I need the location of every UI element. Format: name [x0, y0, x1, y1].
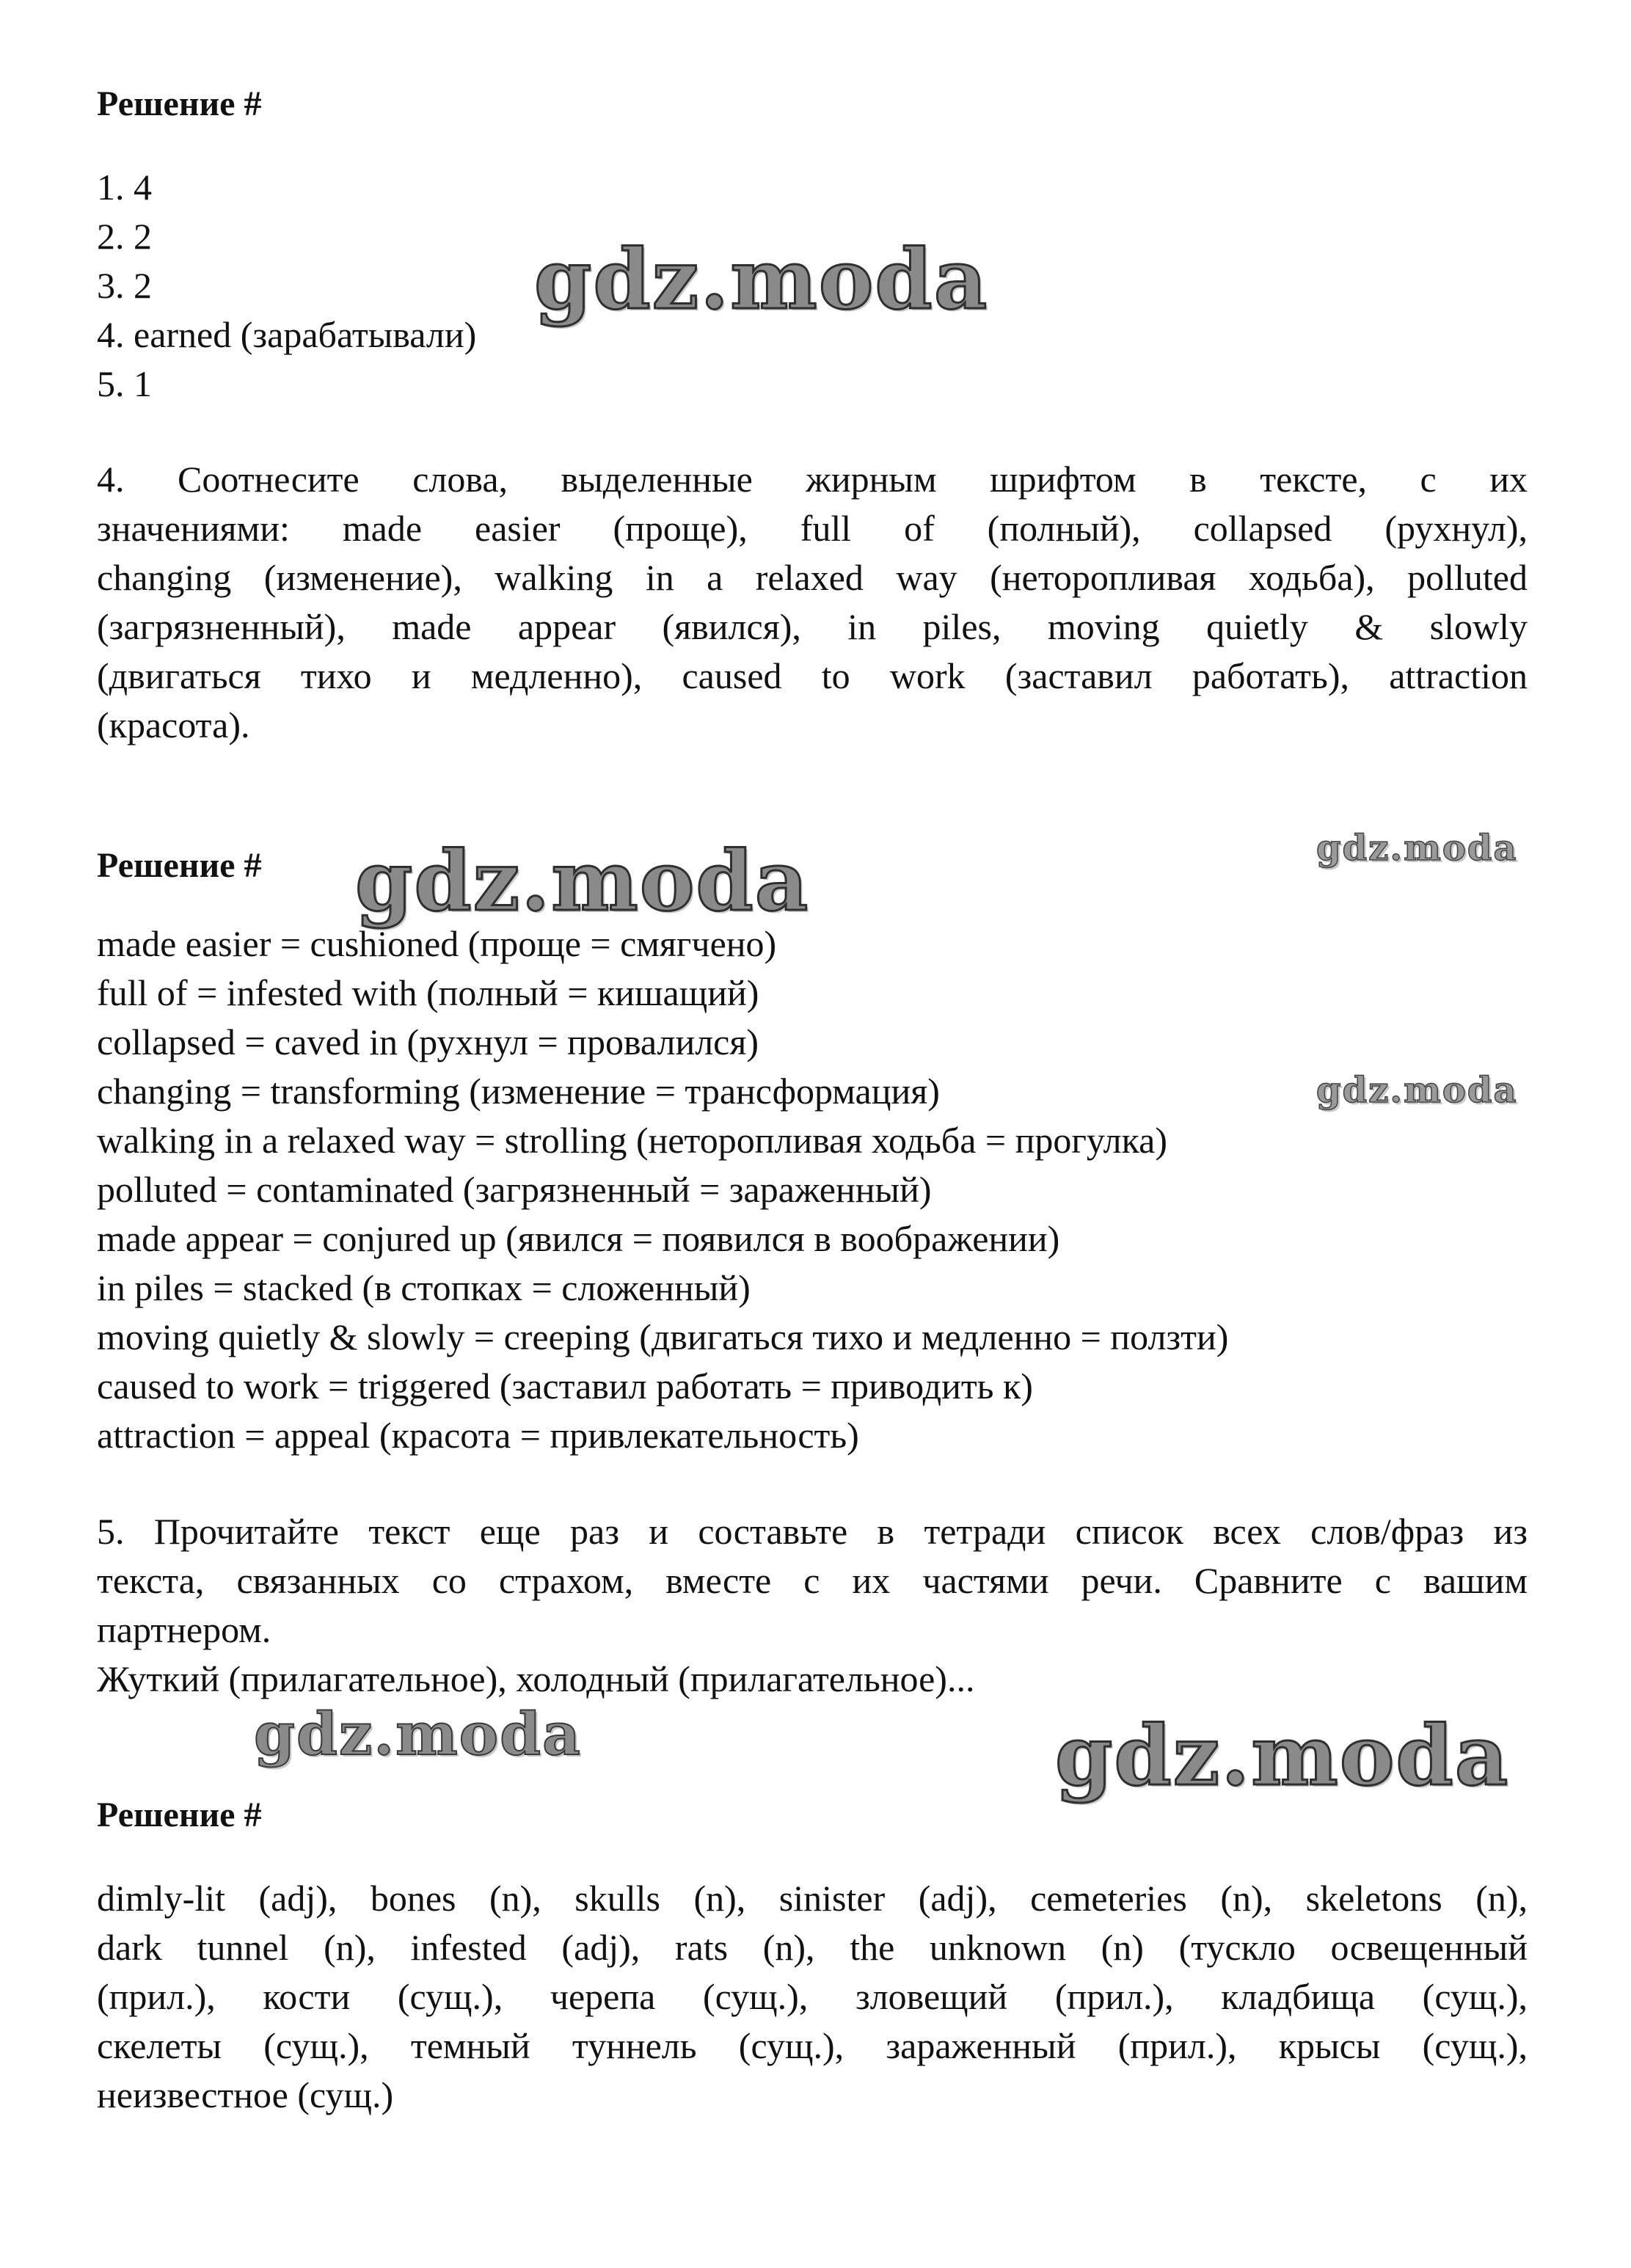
answer-line: (прил.), кости (сущ.), черепа (сущ.), зловещий (прил.), кладбища (сущ.),: [97, 1976, 1528, 2017]
match-line: in piles = stacked (в стопках = сложенный): [97, 1267, 751, 1308]
document-page: [97, 0, 1528, 2268]
watermark-logo: gdz.moda: [254, 1699, 582, 1768]
answer-line: dimly-lit (adj), bones (n), skulls (n), sinister (adj), cemeteries (n), skeletons (n),: [97, 1878, 1528, 1919]
match-line: made appear = conjured up (явился = появился в воображении): [97, 1218, 1060, 1259]
task-line: (двигаться тихо и медленно), caused to work (заставил работать), attraction: [97, 655, 1528, 696]
match-line: full of = infested with (полный = кишащий): [97, 972, 759, 1013]
task-line: (красота).: [97, 704, 250, 745]
task-5-text: [97, 1507, 1528, 1704]
task-4-text: [97, 455, 1528, 750]
match-line: polluted = contaminated (загрязненный = зараженный): [97, 1169, 932, 1210]
answers-list: [97, 163, 476, 409]
answer-item: 1. 4: [97, 167, 152, 208]
solution-heading-3: Решение #: [97, 1795, 262, 1834]
match-line: made easier = cushioned (проще = смягчено): [97, 923, 777, 964]
task-line: changing (изменение), walking in a relaxed way (неторопливая ходьба), polluted: [97, 557, 1528, 598]
watermark-logo: gdz.moda: [1316, 828, 1518, 869]
task-line: текста, связанных со страхом, вместе с их частями речи. Сравните с вашим: [97, 1560, 1528, 1601]
task-line: (загрязненный), made appear (явился), in piles, moving quietly & slowly: [97, 606, 1528, 647]
watermark-logo: gdz.moda: [1055, 1708, 1510, 1804]
match-line: walking in a relaxed way = strolling (неторопливая ходьба = прогулка): [97, 1120, 1167, 1161]
task-line: значениями: made easier (проще), full of (полный), collapsed (рухнул),: [97, 508, 1528, 549]
match-line: changing = transforming (изменение = трансформация): [97, 1071, 940, 1112]
match-line: moving quietly & slowly = creeping (двигаться тихо и медленно = ползти): [97, 1316, 1229, 1357]
answer-line: скелеты (сущ.), темный туннель (сущ.), зараженный (прил.), крысы (сущ.),: [97, 2025, 1528, 2066]
word-matches-list: [97, 919, 1228, 1460]
task-line: партнером.: [97, 1609, 271, 1650]
match-line: collapsed = caved in (рухнул = провалился): [97, 1021, 759, 1062]
watermark-logo: gdz.moda: [1316, 1070, 1518, 1111]
solution-heading-1: Решение #: [97, 84, 262, 123]
answer-item: 5. 1: [97, 363, 152, 404]
task-line: 4. Соотнесите слова, выделенные жирным шрифтом в тексте, с их: [97, 459, 1528, 500]
task-line: Жуткий (прилагательное), холодный (прилагательное)...: [97, 1658, 975, 1699]
fear-words-text: [97, 1874, 1528, 2120]
watermark-logo: gdz.moda: [534, 232, 989, 328]
answer-item: 2. 2: [97, 216, 152, 257]
watermark-logo: gdz.moda: [355, 834, 810, 930]
answer-line: dark tunnel (n), infested (adj), rats (n), the unknown (n) (тускло освещенный: [97, 1927, 1528, 1968]
solution-heading-2: Решение #: [97, 846, 262, 885]
answer-line: неизвестное (сущ.): [97, 2074, 394, 2115]
match-line: caused to work = triggered (заставил работать = приводить к): [97, 1365, 1033, 1407]
answer-item: 3. 2: [97, 265, 152, 306]
match-line: attraction = appeal (красота = привлекательность): [97, 1415, 859, 1456]
answer-item: 4. earned (зарабатывали): [97, 314, 477, 355]
task-line: 5. Прочитайте текст еще раз и составьте в тетради список всех слов/фраз из: [97, 1511, 1528, 1552]
